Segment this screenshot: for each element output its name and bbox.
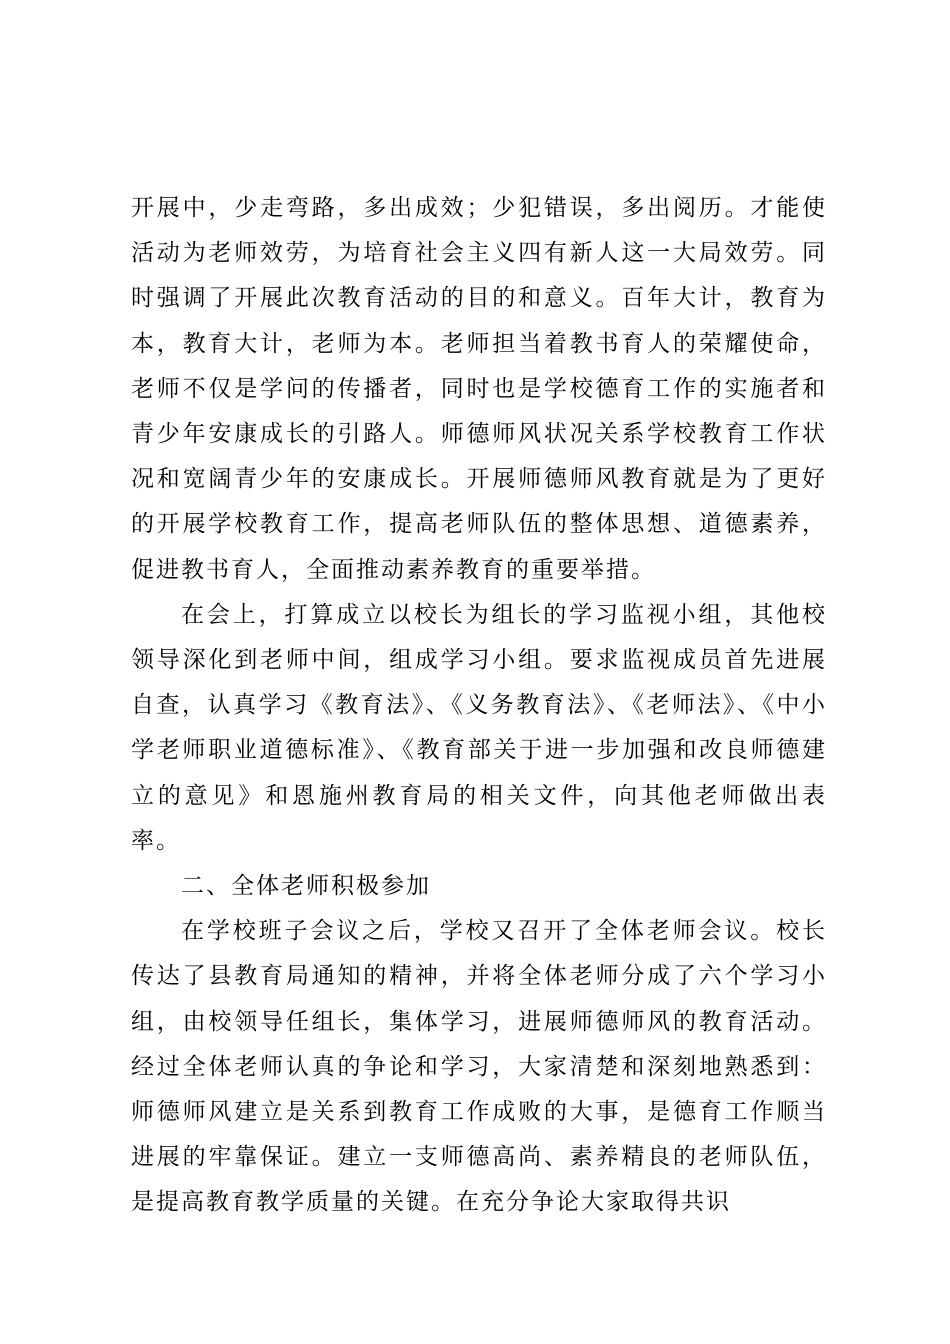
paragraph-all-teachers: 在学校班子会议之后，学校又召开了全体老师会议。校长传达了县教育局通知的精神，并将全体老师分成了六个学习小组，由校领导任组长，集体学习，进展师德师风的教育活动。经过全体老师认真的争论和学习，大家清楚和深刻地熟悉到：师德师风建立是关系到教育工作成败的大事，是德育工作顺当进展的牢靠保证。建立一支师德高尚、素养精良的老师队伍，是提高教育教学质量的关键。在充分争论大家取得共识	[131, 918, 827, 1216]
paragraph-meeting: 在会上，打算成立以校长为组长的学习监视小组，其他校领导深化到老师中间，组成学习小组。要求监视成员首先进展自查，认真学习《教育法》、《义务教育法》、《老师法》、《中小学老师职业道德标准》、《教育部关于进一步加强和改良师德建立的意见》和恩施州教育局的相关文件，向其他老师做出表率。	[131, 601, 827, 854]
document-body	[131, 186, 827, 1226]
paragraph-continued: 开展中，少走弯路，多出成效；少犯错误，多出阅历。才能使活动为老师效劳，为培育社会主义四有新人这一大局效劳。同时强调了开展此次教育活动的目的和意义。百年大计，教育为本，教育大计，老师为本。老师担当着教书育人的荣耀使命，老师不仅是学问的传播者，同时也是学校德育工作的实施者和青少年安康成长的引路人。师德师风状况关系学校教育工作状况和宽阔青少年的安康成长。开展师德师风教育就是为了更好的开展学校教育工作，提高老师队伍的整体思想、道德素养，促进教书育人，全面推动素养教育的重要举措。	[131, 195, 827, 583]
section-heading: 二、全体老师积极参加	[181, 873, 431, 900]
